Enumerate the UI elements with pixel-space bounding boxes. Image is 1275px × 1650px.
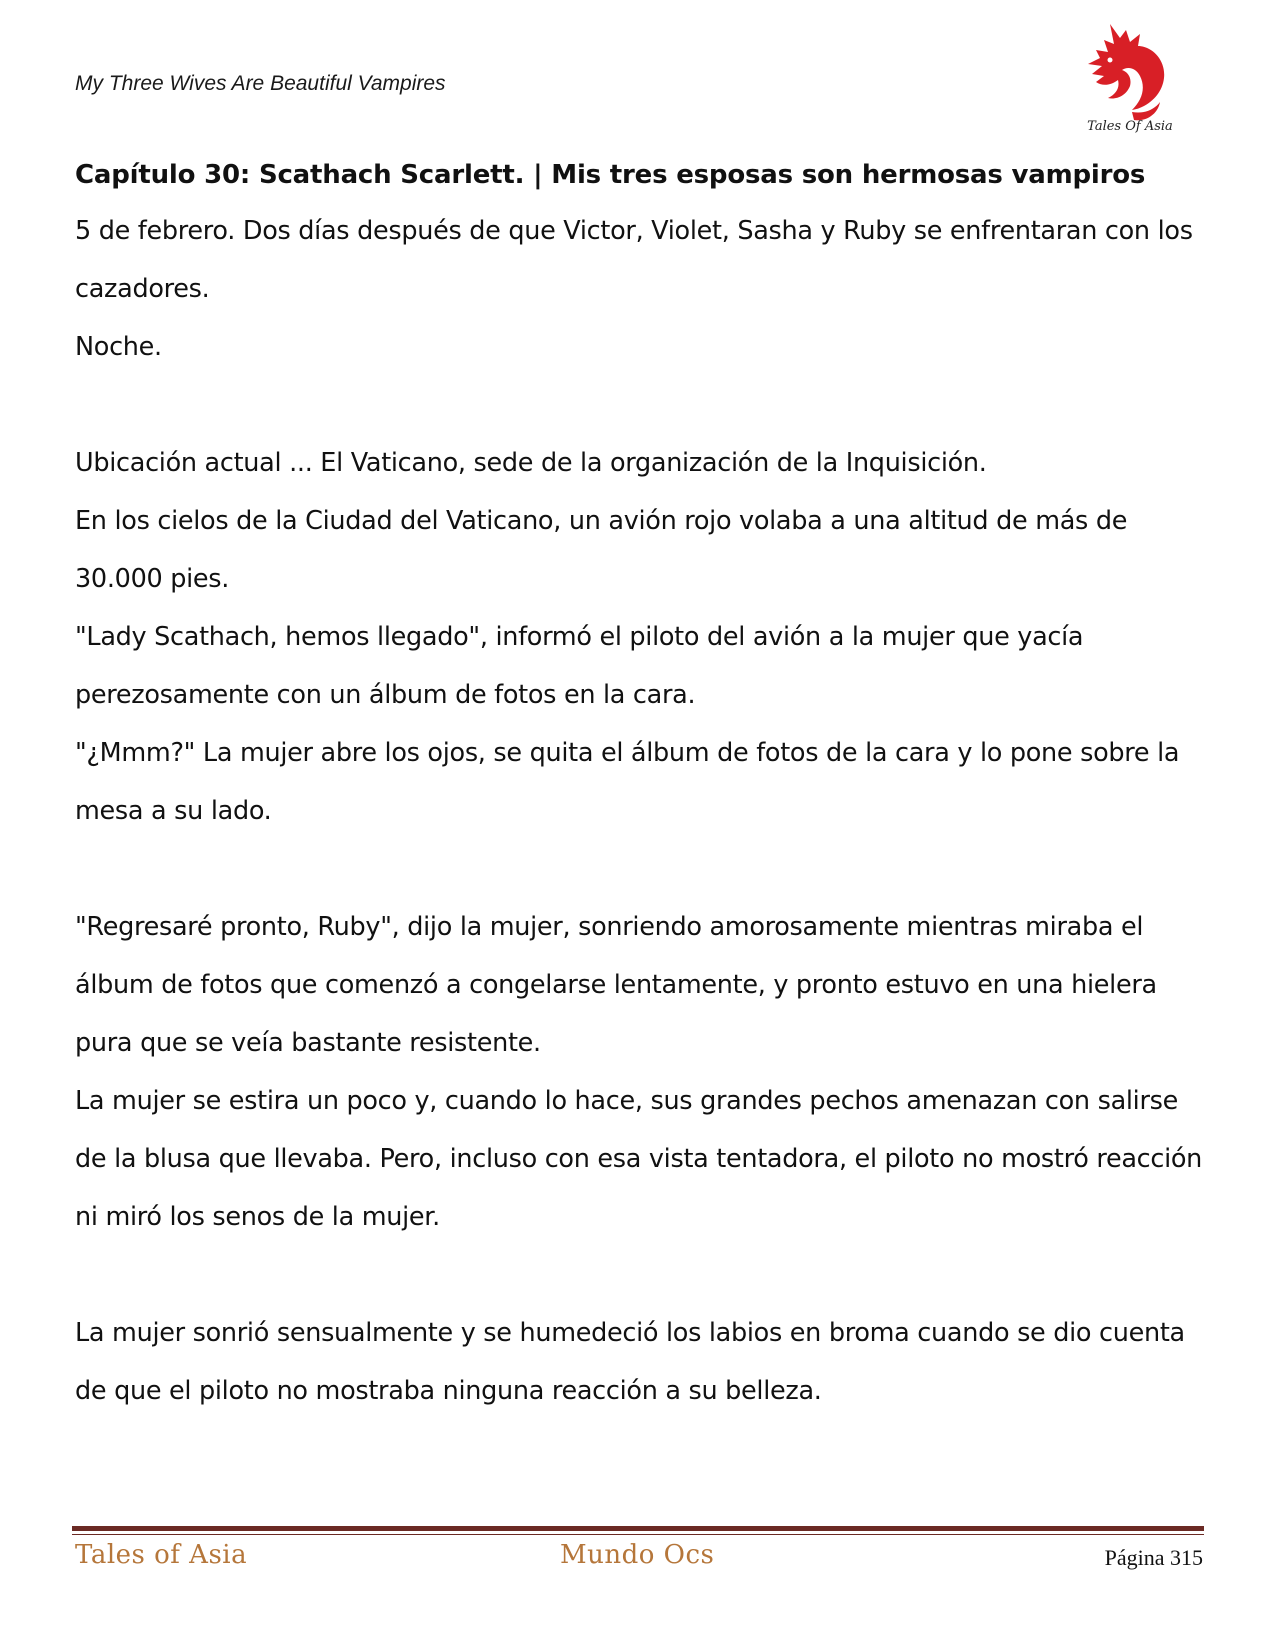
blank-line — [75, 840, 1205, 898]
paragraph: En los cielos de la Ciudad del Vaticano, un avión rojo volaba a una altitud de más de 30.000 pies. — [75, 506, 1128, 594]
paragraph: "¿Mmm?" La mujer abre los ojos, se quita el álbum de fotos de la cara y lo pone sobre la mesa a su lado. — [75, 738, 1180, 826]
paragraph: La mujer se estira un poco y, cuando lo hace, sus grandes pechos amenazan con salirse de la blusa que llevaba. Pero, incluso con esa vista tentadora, el piloto no mostró reacción ni miró los senos de la mujer. — [75, 1086, 1203, 1232]
footer-center-text: Mundo Ocs — [560, 1540, 715, 1570]
paragraph: La mujer sonrió sensualmente y se humedeció los labios en broma cuando se dio cuenta de que el piloto no mostraba ninguna reacción a su belleza. — [75, 1318, 1185, 1406]
paragraph: "Lady Scathach, hemos llegado", informó el piloto del avión a la mujer que yacía perezosamente con un álbum de fotos en la cara. — [75, 622, 1084, 710]
paragraph: 5 de febrero. Dos días después de que Victor, Violet, Sasha y Ruby se enfrentaran con los cazadores. — [75, 216, 1193, 304]
logo-text: Tales Of Asia — [1087, 119, 1173, 134]
paragraph: Noche. — [75, 332, 162, 362]
chapter-title: Capítulo 30: Scathach Scarlett. | Mis tres esposas son hermosas vampiros — [75, 160, 1146, 190]
tales-of-asia-logo — [1080, 16, 1180, 136]
page-number: Página 315 — [1104, 1545, 1203, 1570]
page-header-title: My Three Wives Are Beautiful Vampires — [75, 72, 446, 95]
blank-line — [75, 1246, 1205, 1304]
footer-rule — [72, 1526, 1204, 1531]
dragon-logo-icon — [1080, 16, 1180, 136]
footer-rule-thin — [72, 1534, 1204, 1535]
blank-line — [75, 376, 1205, 434]
paragraph: "Regresaré pronto, Ruby", dijo la mujer, sonriendo amorosamente mientras miraba el álbum de fotos que comenzó a congelarse lentamente, y pronto estuvo en una hielera pura que se veía bastante resistente. — [75, 912, 1157, 1058]
paragraph: Ubicación actual ... El Vaticano, sede de la organización de la Inquisición. — [75, 448, 987, 478]
document-body — [75, 148, 1205, 1420]
footer-brand: Tales of Asia — [75, 1540, 248, 1570]
